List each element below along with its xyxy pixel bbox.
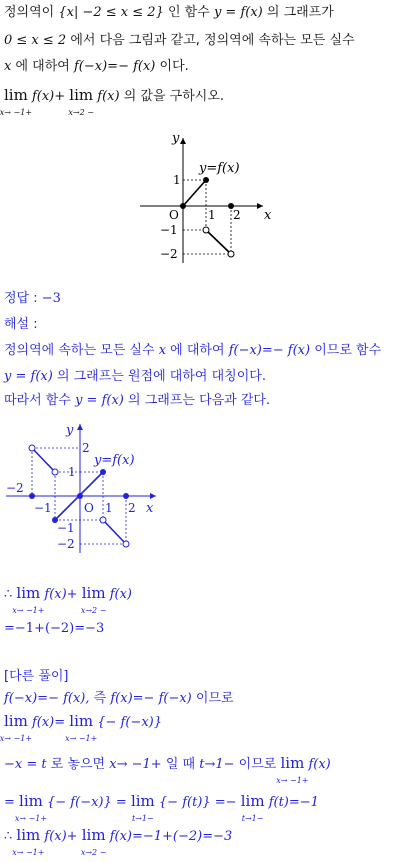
lim-text: lim: [280, 754, 305, 772]
lim-sub: x→ −1+: [14, 814, 48, 823]
expr: −x = t: [4, 757, 47, 772]
explanation-title: [4, 316, 38, 334]
text: 정의역에 속하는 모든 실수: [4, 343, 155, 358]
point-open: [100, 517, 106, 523]
text: 정의역이: [4, 5, 55, 20]
tick: 2: [233, 208, 241, 222]
y-label: y: [66, 423, 74, 438]
y-arrow: [77, 424, 83, 430]
alt-line-1: [4, 690, 234, 708]
expr: x→ −1+: [109, 757, 162, 772]
term: {− f(t)} =−: [158, 795, 237, 810]
therefore-symbol: ∴: [4, 829, 13, 844]
point-open: [52, 469, 58, 475]
lim-sub: x→ −1+: [65, 734, 98, 743]
problem-line-1: [4, 4, 334, 22]
lim-sub: t→1−: [131, 814, 154, 823]
point-open: [29, 445, 35, 451]
text: 의 그래프는 원점에 대하여 대칭이다.: [56, 369, 266, 384]
lim-text: lim: [81, 584, 106, 602]
odd-function-expr: f(−x)=− f(x): [228, 343, 311, 358]
lim-text: lim: [16, 826, 41, 844]
point-filled: [100, 469, 106, 475]
point-filled: [123, 493, 129, 499]
solution-line-1: [4, 584, 132, 614]
tick: −2: [57, 537, 75, 551]
text: 이므로 함수: [314, 343, 382, 358]
expr: t→1−: [199, 757, 235, 772]
limit: [12, 584, 45, 615]
tick: 1: [68, 465, 76, 479]
point-open: [228, 251, 234, 257]
problem-line-2: [4, 32, 355, 50]
var-x: x: [4, 59, 12, 74]
point-filled: [180, 203, 186, 209]
explanation-line-2: [4, 368, 266, 386]
point-filled: [203, 177, 209, 183]
lim-text: lim: [19, 792, 43, 810]
answer-line: [4, 290, 61, 308]
origin-label: O: [84, 501, 94, 515]
term: f(x)+: [44, 829, 78, 844]
explanation-line-3: [4, 392, 270, 410]
lim-sub: t→1−: [241, 814, 264, 823]
problem-line-3: [4, 58, 189, 76]
equals: =: [4, 795, 15, 810]
limit: [14, 792, 48, 823]
text: 일 때: [165, 757, 196, 772]
title: 해설 :: [4, 317, 38, 332]
limit: [130, 792, 155, 823]
text: 의 값을 구하시오.: [123, 89, 225, 104]
text: 따라서 함수: [4, 393, 71, 408]
limit-2: [68, 86, 94, 117]
text: 이므로: [238, 757, 277, 772]
alt-title: [4, 668, 69, 686]
term: f(x): [308, 757, 331, 772]
x-arrow: [150, 493, 156, 499]
term: f(x): [97, 89, 120, 104]
limit: [80, 826, 107, 857]
tick: 1: [105, 501, 113, 515]
y-arrow: [180, 138, 186, 144]
lim-sub: x→2 −: [68, 108, 94, 117]
y-label: y: [172, 131, 180, 146]
alt-line-2: [0, 712, 163, 743]
tick: −2: [160, 247, 178, 261]
term: f(x)=−1+(−2)=−3: [109, 829, 233, 844]
lim-sub: x→ −1+: [0, 108, 33, 117]
limit: [12, 826, 45, 857]
term: f(x)=: [31, 715, 66, 730]
text: 즉: [93, 691, 107, 706]
term: f(x)+: [31, 89, 66, 104]
result: =−1+(−2)=−3: [4, 621, 105, 636]
text: 에서 다음 그림과 같고, 정의역에 속하는 모든 실수: [70, 33, 355, 48]
problem-graph: [135, 128, 275, 268]
problem-line-4: [0, 86, 225, 117]
limit: [0, 712, 33, 743]
origin-label: O: [169, 208, 179, 222]
x-label: x: [264, 208, 272, 223]
segment-right: [103, 520, 126, 544]
lim-sub: x→2 −: [80, 606, 107, 615]
tick: −1: [160, 223, 178, 237]
tick: 1: [173, 173, 181, 187]
text: 의 그래프가: [266, 5, 334, 20]
tick: −1: [57, 521, 75, 535]
curve-label: y=f(x): [199, 161, 240, 176]
point-open: [123, 541, 129, 547]
lim-sub: x→ −1+: [276, 776, 309, 785]
lim-sub: x→ −1+: [12, 606, 45, 615]
function-expr: y = f(x): [4, 369, 53, 384]
var-x: x: [158, 343, 167, 358]
lim-text: lim: [69, 712, 94, 730]
term: {− f(−x)} =: [47, 795, 127, 810]
limit: [80, 584, 107, 615]
segment-left: [32, 448, 55, 472]
solution-graph: [4, 418, 174, 558]
lim-text: lim: [240, 792, 265, 810]
tick: 1: [208, 208, 216, 222]
lim-text: lim: [4, 712, 28, 730]
limit: [276, 754, 309, 785]
point-open: [203, 227, 209, 233]
point-filled: [77, 493, 83, 499]
text: 이므로: [195, 691, 234, 706]
text: 에 대하여: [15, 59, 70, 74]
tick: 2: [128, 501, 136, 515]
term: f(x): [109, 587, 132, 602]
lim-sub: x→2 −: [80, 848, 107, 857]
text: 이다.: [159, 59, 189, 74]
point-filled: [29, 493, 35, 499]
lim-text: lim: [16, 584, 41, 602]
odd-function-expr: f(−x)=− f(x): [74, 59, 156, 74]
therefore-symbol: ∴: [4, 587, 13, 602]
limit: [65, 712, 98, 743]
limit: [240, 792, 265, 823]
lim-sub: x→ −1+: [0, 734, 33, 743]
answer-value: −3: [41, 291, 61, 306]
term: f(x)+: [44, 587, 78, 602]
alt-line-3: [4, 754, 331, 784]
lim-text: lim: [130, 792, 155, 810]
alt-line-5: [4, 826, 232, 856]
text: 인 함수: [167, 5, 210, 20]
limit-1: [0, 86, 33, 117]
expr: f(x)=− f(−x): [110, 691, 192, 706]
domain-set: {x| −2 ≤ x ≤ 2}: [58, 5, 164, 20]
lim-sub: x→ −1+: [12, 848, 45, 857]
function-expr: y = f(x): [75, 393, 124, 408]
lim-text: lim: [69, 86, 94, 104]
alt-line-4: [4, 792, 319, 822]
text: 에 대하여: [170, 343, 225, 358]
lim-text: lim: [81, 826, 106, 844]
term: f(t)=−1: [268, 795, 319, 810]
solution-line-2: [4, 620, 104, 638]
tick: −1: [34, 501, 52, 515]
text: 로 놓으면: [50, 757, 106, 772]
explanation-line-1: [4, 342, 381, 360]
term: {− f(−x)}: [97, 715, 163, 730]
interval: 0 ≤ x ≤ 2: [4, 33, 67, 48]
curve-label: y=f(x): [94, 453, 135, 468]
expr: f(−x)=− f(x),: [4, 691, 90, 706]
segment-1: [183, 180, 206, 206]
x-label: x: [146, 501, 154, 516]
lim-text: lim: [4, 86, 28, 104]
answer-label: 정답 :: [4, 291, 38, 306]
text: 의 그래프는 다음과 같다.: [128, 393, 271, 408]
tick: 2: [82, 441, 90, 455]
tick: −2: [6, 481, 24, 495]
function-expr: y = f(x): [213, 5, 263, 20]
segment-2: [206, 230, 231, 254]
title: [다른 풀이]: [4, 669, 69, 684]
x-arrow: [257, 203, 263, 209]
